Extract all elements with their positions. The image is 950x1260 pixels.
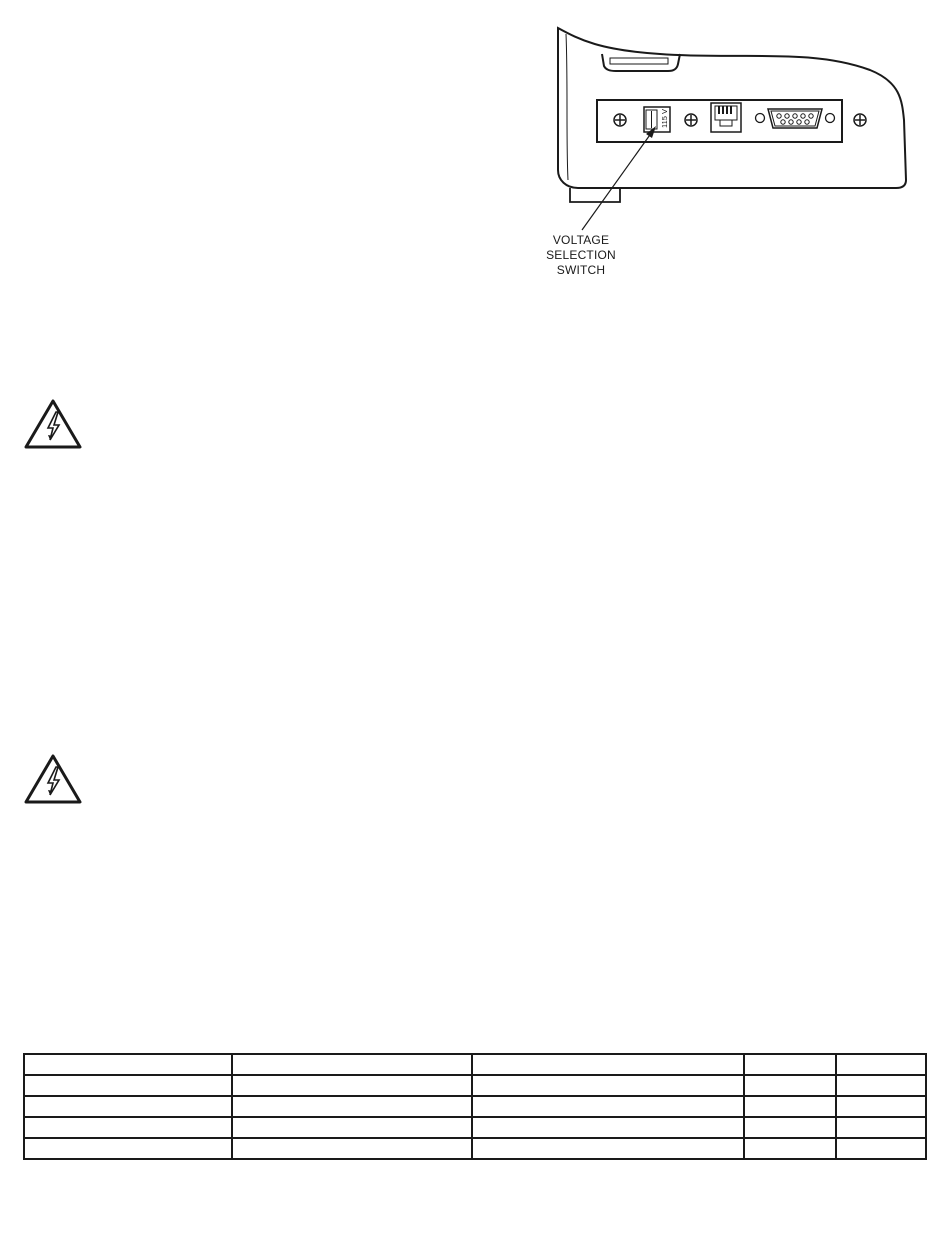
table-cell <box>232 1054 472 1075</box>
table-cell <box>836 1075 926 1096</box>
table-cell <box>472 1075 744 1096</box>
rj-jack-port <box>711 103 741 132</box>
table-cell <box>744 1117 836 1138</box>
table-row <box>24 1117 926 1138</box>
table-cell <box>24 1138 232 1159</box>
voltage-switch-callout <box>535 233 627 278</box>
table-cell <box>836 1117 926 1138</box>
screw-icon <box>685 114 697 126</box>
table-cell <box>744 1075 836 1096</box>
table-cell <box>836 1138 926 1159</box>
table-cell <box>744 1138 836 1159</box>
callout-line-3: SWITCH <box>556 263 606 277</box>
screw-icon <box>854 114 866 126</box>
table-cell <box>472 1117 744 1138</box>
electrical-hazard-icon <box>23 753 83 805</box>
table-cell <box>836 1054 926 1075</box>
table-cell <box>232 1096 472 1117</box>
callout-line-2: SELECTION <box>546 248 616 262</box>
switch-marking: 115 V <box>660 108 669 128</box>
table-cell <box>472 1096 744 1117</box>
table-cell <box>24 1054 232 1075</box>
table-cell <box>744 1054 836 1075</box>
table-row <box>24 1075 926 1096</box>
table-cell <box>24 1117 232 1138</box>
table-cell <box>232 1117 472 1138</box>
table-cell <box>472 1138 744 1159</box>
table-cell <box>472 1054 744 1075</box>
electrical-hazard-icon <box>23 398 83 450</box>
spec-table <box>23 1053 927 1160</box>
callout-arrow <box>570 120 670 240</box>
table-cell <box>836 1096 926 1117</box>
table-row <box>24 1096 926 1117</box>
table-cell <box>232 1138 472 1159</box>
table-cell <box>24 1096 232 1117</box>
serial-port <box>756 109 835 128</box>
callout-line-1: VOLTAGE <box>552 233 610 247</box>
table-row <box>24 1138 926 1159</box>
table-cell <box>744 1096 836 1117</box>
table-cell <box>232 1075 472 1096</box>
table-row <box>24 1054 926 1075</box>
table-cell <box>24 1075 232 1096</box>
